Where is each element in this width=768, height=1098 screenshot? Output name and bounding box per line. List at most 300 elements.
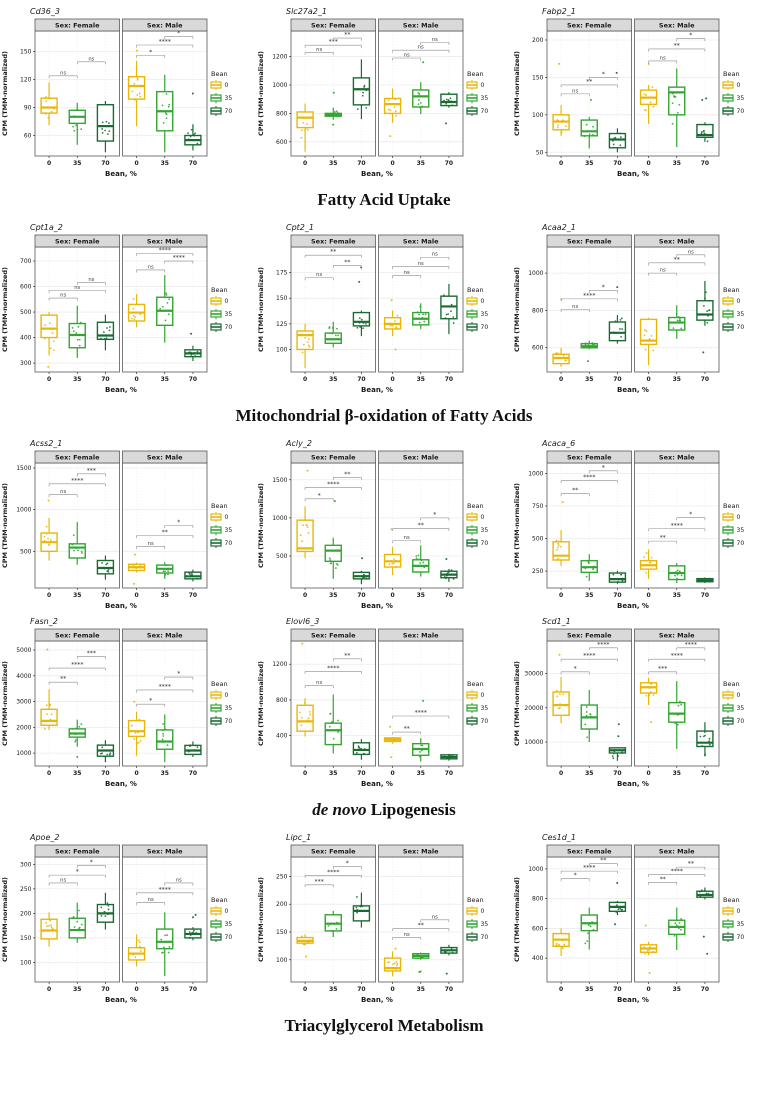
- x-tick-label: 35: [329, 592, 338, 599]
- x-tick-label: 70: [444, 160, 454, 167]
- gene-title: Apoe_2: [30, 833, 60, 842]
- x-axis-label: Bean, %: [105, 996, 137, 1004]
- x-tick-label: 0: [134, 770, 139, 777]
- y-tick-label: 250: [276, 873, 288, 881]
- x-tick-label: 0: [134, 160, 139, 167]
- boxplot-chart-Cpt1a_2: [0, 220, 250, 398]
- y-axis-label: CPM (TMM-normalized): [513, 50, 521, 137]
- chart-row-triacylglycerol-metabolism: [0, 830, 768, 1008]
- significance-label: ****: [583, 864, 596, 872]
- significance-label: ns: [659, 55, 666, 62]
- x-tick-label: 70: [613, 770, 622, 777]
- facet-strip-label: Sex: Male: [146, 237, 183, 246]
- outlier-point: [136, 50, 138, 52]
- significance-label: ns: [147, 540, 154, 547]
- x-axis-label: Bean, %: [105, 602, 137, 610]
- y-axis-label: CPM (TMM-normalized): [1, 660, 9, 747]
- boxplot-chart-Acss2_1: [0, 436, 250, 614]
- gene-title: Acaca_6: [542, 439, 576, 448]
- y-tick-label: 100: [532, 111, 544, 119]
- gene-title: Scd1_1: [542, 617, 571, 626]
- significance-label: **: [687, 860, 694, 868]
- section-caption-beta-oxidation: [0, 398, 768, 436]
- outlier-point: [617, 735, 619, 737]
- legend-title: Bean: [211, 896, 228, 904]
- boxplot-chart-Fasn_2: [0, 614, 250, 792]
- y-tick-label: 1200: [272, 53, 288, 61]
- legend-label: 35: [480, 311, 489, 318]
- x-tick-label: 35: [672, 160, 681, 167]
- legend-label: 35: [736, 95, 745, 102]
- facet-strip-label: Sex: Female: [310, 847, 356, 856]
- x-tick-label: 0: [558, 770, 564, 777]
- outlier-point: [192, 916, 194, 918]
- x-tick-label: 35: [73, 986, 82, 993]
- boxplot-chart-Apoe_2: [0, 830, 250, 1008]
- y-tick-label: 1500: [16, 465, 32, 472]
- significance-label: **: [403, 725, 410, 733]
- legend-label: 35: [224, 95, 233, 102]
- y-tick-label: 175: [276, 269, 288, 277]
- significance-label: ns: [316, 680, 323, 687]
- x-tick-label: 35: [416, 592, 425, 599]
- facet-strip-label: Sex: Male: [146, 21, 183, 30]
- x-tick-label: 0: [558, 160, 564, 167]
- significance-label: ns: [147, 264, 154, 271]
- y-tick-label: 600: [532, 925, 544, 933]
- legend-label: 70: [224, 108, 233, 115]
- box-0: [297, 520, 313, 551]
- y-tick-label: 150: [20, 48, 32, 56]
- significance-label: ns: [417, 44, 424, 51]
- facet-strip-label: Sex: Female: [310, 21, 356, 30]
- x-tick-label: 0: [302, 160, 308, 167]
- facet-strip-label: Sex: Male: [146, 453, 183, 462]
- y-tick-label: 100: [20, 959, 32, 967]
- outlier-point: [192, 93, 194, 95]
- significance-label: ****: [158, 886, 171, 894]
- significance-label: ****: [327, 664, 340, 672]
- x-tick-label: 35: [416, 770, 425, 777]
- legend-label: 35: [480, 921, 489, 928]
- y-tick-label: 2000: [16, 724, 32, 732]
- significance-label: ***: [86, 467, 96, 475]
- y-tick-label: 200: [276, 901, 288, 909]
- outlier-point: [703, 936, 705, 938]
- y-axis-label: CPM (TMM-normalized): [257, 876, 265, 963]
- legend-label: 0: [480, 82, 485, 89]
- x-tick-label: 70: [357, 770, 366, 777]
- y-tick-label: 400: [20, 334, 32, 342]
- gene-title: Cpt1a_2: [30, 223, 63, 232]
- y-tick-label: 1000: [16, 750, 32, 758]
- x-tick-label: 70: [188, 160, 198, 167]
- significance-label: ns: [431, 251, 438, 258]
- facet-strip-label: Sex: Female: [54, 631, 100, 640]
- legend-label: 0: [736, 908, 741, 915]
- x-tick-label: 35: [329, 770, 338, 777]
- boxplot-chart-Elovl6_3: [256, 614, 506, 792]
- x-tick-label: 35: [329, 376, 338, 383]
- outlier-point: [445, 558, 447, 560]
- significance-label: *: [89, 858, 93, 866]
- legend-label: 0: [224, 82, 229, 89]
- significance-label: ****: [597, 641, 610, 649]
- legend-title: Bean: [467, 896, 484, 904]
- x-tick-label: 70: [101, 986, 110, 993]
- significance-label: *: [573, 872, 577, 880]
- significance-label: *: [689, 511, 693, 519]
- y-tick-label: 800: [276, 696, 288, 704]
- gene-title: Fabp2_1: [542, 7, 576, 16]
- legend-title: Bean: [467, 286, 484, 294]
- significance-label: ****: [670, 522, 683, 530]
- significance-label: ****: [327, 480, 340, 488]
- outlier-point: [133, 583, 135, 585]
- x-tick-label: 70: [700, 376, 710, 383]
- significance-label: **: [344, 652, 351, 660]
- x-tick-label: 70: [188, 986, 198, 993]
- significance-label: **: [344, 31, 351, 39]
- significance-label: *: [433, 511, 437, 519]
- significance-label: ns: [147, 897, 154, 904]
- significance-label: *: [177, 30, 181, 38]
- significance-label: *: [689, 31, 693, 39]
- chart-slot-Acly_2: [256, 436, 512, 614]
- outlier-point: [558, 654, 560, 656]
- x-tick-label: 0: [646, 986, 651, 993]
- outlier-point: [48, 500, 50, 502]
- chart-slot-Apoe_2: [0, 830, 256, 1008]
- gene-title: Cd36_3: [30, 7, 60, 16]
- outlier-point: [704, 754, 706, 756]
- significance-label: **: [673, 42, 680, 50]
- box-35: [325, 545, 341, 561]
- x-tick-label: 35: [329, 986, 338, 993]
- legend-label: 70: [736, 718, 745, 725]
- significance-label: ns: [60, 70, 67, 77]
- y-tick-label: 50: [535, 149, 544, 157]
- box-0: [553, 692, 569, 715]
- legend-label: 0: [480, 908, 485, 915]
- outlier-point: [616, 72, 618, 74]
- outlier-point: [420, 970, 422, 972]
- chart-slot-Lipc_1: [256, 830, 512, 1008]
- significance-label: ns: [88, 56, 95, 63]
- y-tick-label: 1000: [528, 865, 544, 873]
- x-tick-label: 0: [134, 592, 139, 599]
- significance-label: **: [659, 534, 666, 542]
- x-axis-label: Bean, %: [617, 170, 649, 178]
- outlier-point: [395, 348, 397, 350]
- box-35: [325, 723, 341, 744]
- boxplot-chart-Lipc_1: [256, 830, 506, 1008]
- significance-label: *: [177, 670, 181, 678]
- significance-label: ns: [403, 535, 410, 542]
- x-tick-label: 35: [160, 160, 169, 167]
- y-tick-label: 300: [20, 360, 32, 368]
- legend-label: 35: [736, 705, 745, 712]
- legend-label: 0: [224, 692, 229, 699]
- outlier-point: [650, 721, 652, 723]
- significance-label: ****: [583, 292, 596, 300]
- outlier-point: [46, 649, 48, 651]
- legend-label: 35: [224, 311, 233, 318]
- y-tick-label: 1000: [272, 514, 288, 522]
- x-tick-label: 35: [672, 592, 681, 599]
- chart-slot-Ces1d_1: [512, 830, 768, 1008]
- boxplot-chart-Fabp2_1: [512, 4, 762, 182]
- legend-title: Bean: [211, 286, 228, 294]
- legend-title: Bean: [211, 680, 228, 688]
- x-tick-label: 0: [390, 376, 395, 383]
- y-tick-label: 150: [276, 295, 288, 303]
- y-tick-label: 1500: [272, 476, 288, 484]
- y-axis-label: CPM (TMM-normalized): [513, 482, 521, 569]
- significance-label: *: [345, 859, 349, 867]
- x-tick-label: 0: [558, 376, 564, 383]
- significance-label: ***: [328, 38, 338, 46]
- x-tick-label: 35: [585, 592, 594, 599]
- significance-label: ns: [60, 877, 67, 884]
- x-tick-label: 70: [700, 770, 710, 777]
- x-tick-label: 35: [416, 376, 425, 383]
- x-axis-label: Bean, %: [361, 386, 393, 394]
- boxplot-chart-Acly_2: [256, 436, 506, 614]
- legend-label: 35: [224, 921, 233, 928]
- box-70: [697, 301, 713, 320]
- x-tick-label: 0: [390, 160, 395, 167]
- legend-label: 70: [736, 934, 745, 941]
- x-tick-label: 0: [390, 592, 395, 599]
- significance-label: ns: [572, 88, 579, 95]
- chart-slot-Fabp2_1: [512, 4, 768, 182]
- x-tick-label: 70: [357, 376, 366, 383]
- legend-label: 0: [736, 514, 741, 521]
- legend-title: Bean: [211, 502, 228, 510]
- x-axis-label: Bean, %: [105, 386, 137, 394]
- significance-label: ns: [431, 914, 438, 921]
- x-tick-label: 70: [101, 770, 110, 777]
- chart-slot-Slc27a2_1: [256, 4, 512, 182]
- box-0: [41, 919, 57, 939]
- boxplot-chart-Scd1_1: [512, 614, 762, 792]
- outlier-point: [422, 700, 424, 702]
- significance-label: **: [586, 78, 593, 86]
- boxplot-chart-Slc27a2_1: [256, 4, 506, 182]
- box-70: [97, 322, 113, 339]
- outlier-point: [390, 528, 392, 530]
- y-axis-label: CPM (TMM-normalized): [513, 266, 521, 353]
- legend-label: 70: [224, 324, 233, 331]
- legend-label: 0: [736, 692, 741, 699]
- y-axis-label: CPM (TMM-normalized): [1, 266, 9, 353]
- x-tick-label: 70: [613, 376, 622, 383]
- x-tick-label: 35: [672, 376, 681, 383]
- significance-label: ns: [316, 272, 323, 279]
- y-tick-label: 500: [532, 535, 544, 543]
- y-tick-label: 700: [20, 258, 32, 266]
- outlier-point: [389, 135, 391, 137]
- x-tick-label: 35: [329, 160, 338, 167]
- x-tick-label: 70: [613, 160, 622, 167]
- outlier-point: [389, 726, 391, 728]
- gene-title: Lipc_1: [286, 833, 312, 842]
- outlier-point: [195, 914, 197, 916]
- facet-strip-label: Sex: Female: [566, 21, 612, 30]
- significance-label: ***: [314, 878, 324, 886]
- legend-title: Bean: [211, 70, 228, 78]
- x-tick-label: 35: [73, 160, 82, 167]
- outlier-point: [701, 99, 703, 101]
- significance-label: *: [177, 519, 181, 526]
- significance-label: ns: [431, 36, 438, 43]
- chart-slot-Fasn_2: [0, 614, 256, 792]
- boxplot-chart-Acaca_6: [512, 436, 762, 614]
- box-0: [297, 112, 313, 128]
- x-tick-label: 70: [613, 986, 622, 993]
- x-tick-label: 70: [700, 592, 710, 599]
- x-tick-label: 0: [558, 986, 564, 993]
- legend-label: 70: [480, 718, 489, 725]
- box-0: [553, 542, 569, 560]
- outlier-point: [587, 360, 589, 362]
- legend-label: 0: [480, 298, 485, 305]
- caption-italic-part: de novo: [312, 800, 367, 819]
- x-axis-label: Bean, %: [617, 602, 649, 610]
- outlier-point: [333, 92, 335, 94]
- caption-text-part: Triacylglycerol Metabolism: [284, 1016, 484, 1035]
- chart-slot-Elovl6_3: [256, 614, 512, 792]
- gene-title: Slc27a2_1: [286, 7, 327, 16]
- x-tick-label: 0: [390, 986, 395, 993]
- facet-strip-label: Sex: Male: [402, 237, 439, 246]
- y-tick-label: 750: [532, 502, 544, 510]
- outlier-point: [301, 643, 303, 645]
- y-tick-label: 800: [532, 307, 544, 315]
- y-tick-label: 1200: [272, 661, 288, 669]
- y-tick-label: 800: [276, 110, 288, 118]
- legend-label: 70: [480, 540, 489, 547]
- significance-label: ****: [158, 246, 171, 254]
- box-70: [609, 322, 625, 341]
- legend-label: 0: [224, 298, 229, 305]
- y-tick-label: 500: [276, 552, 288, 560]
- y-axis-label: CPM (TMM-normalized): [257, 266, 265, 353]
- chart-row-fatty-acid-uptake: [0, 4, 768, 182]
- x-tick-label: 0: [646, 376, 651, 383]
- gene-title: Fasn_2: [30, 617, 58, 626]
- outlier-point: [47, 366, 49, 368]
- x-tick-label: 35: [585, 160, 594, 167]
- y-tick-label: 500: [20, 548, 32, 556]
- outlier-point: [390, 756, 392, 758]
- y-tick-label: 150: [20, 934, 32, 942]
- boxplot-chart-Ces1d_1: [512, 830, 762, 1008]
- legend-label: 70: [224, 540, 233, 547]
- significance-label: ns: [60, 292, 67, 299]
- outlier-point: [307, 470, 309, 472]
- facet-strip-label: Sex: Male: [402, 847, 439, 856]
- box-0: [385, 98, 401, 113]
- outlier-point: [305, 955, 307, 957]
- outlier-point: [649, 972, 651, 974]
- x-tick-label: 70: [357, 160, 366, 167]
- x-axis-label: Bean, %: [361, 170, 393, 178]
- facet-strip-label: Sex: Female: [310, 631, 356, 640]
- x-tick-label: 0: [134, 986, 139, 993]
- significance-label: ****: [583, 474, 596, 482]
- facet-strip-label: Sex: Female: [310, 237, 356, 246]
- significance-label: ns: [572, 304, 579, 310]
- legend-label: 35: [736, 527, 745, 534]
- legend-label: 0: [480, 692, 485, 699]
- x-axis-label: Bean, %: [617, 996, 649, 1004]
- facet-strip-label: Sex: Female: [566, 631, 612, 640]
- gene-title: Elovl6_3: [286, 617, 320, 626]
- y-tick-label: 800: [532, 895, 544, 903]
- significance-label: ****: [670, 652, 683, 660]
- outlier-point: [446, 973, 448, 975]
- x-tick-label: 70: [188, 376, 198, 383]
- x-tick-label: 35: [73, 376, 82, 383]
- legend-label: 0: [736, 82, 741, 89]
- x-tick-label: 0: [302, 592, 308, 599]
- section-caption-de-novo-lipogenesis: [0, 792, 768, 830]
- significance-label: **: [344, 258, 351, 266]
- y-tick-label: 30000: [524, 670, 544, 678]
- y-axis-label: CPM (TMM-normalized): [1, 482, 9, 569]
- gene-title: Ces1d_1: [542, 833, 576, 842]
- significance-label: *: [75, 868, 79, 876]
- facet-strip-label: Sex: Male: [402, 453, 439, 462]
- legend-label: 35: [480, 705, 489, 712]
- y-tick-label: 150: [276, 929, 288, 936]
- outlier-point: [562, 501, 564, 503]
- y-axis-label: CPM (TMM-normalized): [1, 876, 9, 963]
- y-tick-label: 20000: [524, 704, 544, 712]
- legend-label: 70: [480, 934, 489, 941]
- y-tick-label: 250: [20, 885, 32, 893]
- significance-label: *: [601, 70, 605, 78]
- legend-label: 70: [480, 324, 489, 331]
- chart-slot-Cpt1a_2: [0, 220, 256, 398]
- outlier-point: [422, 61, 424, 63]
- significance-label: ****: [71, 661, 84, 669]
- outlier-point: [358, 281, 360, 283]
- x-tick-label: 0: [46, 376, 52, 383]
- x-tick-label: 0: [646, 770, 651, 777]
- significance-label: ns: [60, 489, 67, 496]
- x-tick-label: 35: [416, 986, 425, 993]
- box-35: [157, 730, 173, 749]
- outlier-point: [361, 557, 363, 559]
- outlier-point: [134, 554, 136, 556]
- x-tick-label: 0: [558, 592, 564, 599]
- box-35: [669, 703, 685, 723]
- significance-label: **: [417, 522, 424, 530]
- box-0: [41, 98, 57, 113]
- x-tick-label: 35: [160, 592, 169, 599]
- legend-label: 0: [224, 514, 229, 521]
- significance-label: ****: [684, 641, 698, 649]
- x-tick-label: 0: [134, 376, 139, 383]
- facet-strip-label: Sex: Female: [566, 453, 612, 462]
- y-tick-label: 1000: [16, 506, 32, 514]
- outlier-point: [590, 99, 592, 101]
- box-70: [609, 134, 625, 148]
- outlier-point: [614, 923, 616, 925]
